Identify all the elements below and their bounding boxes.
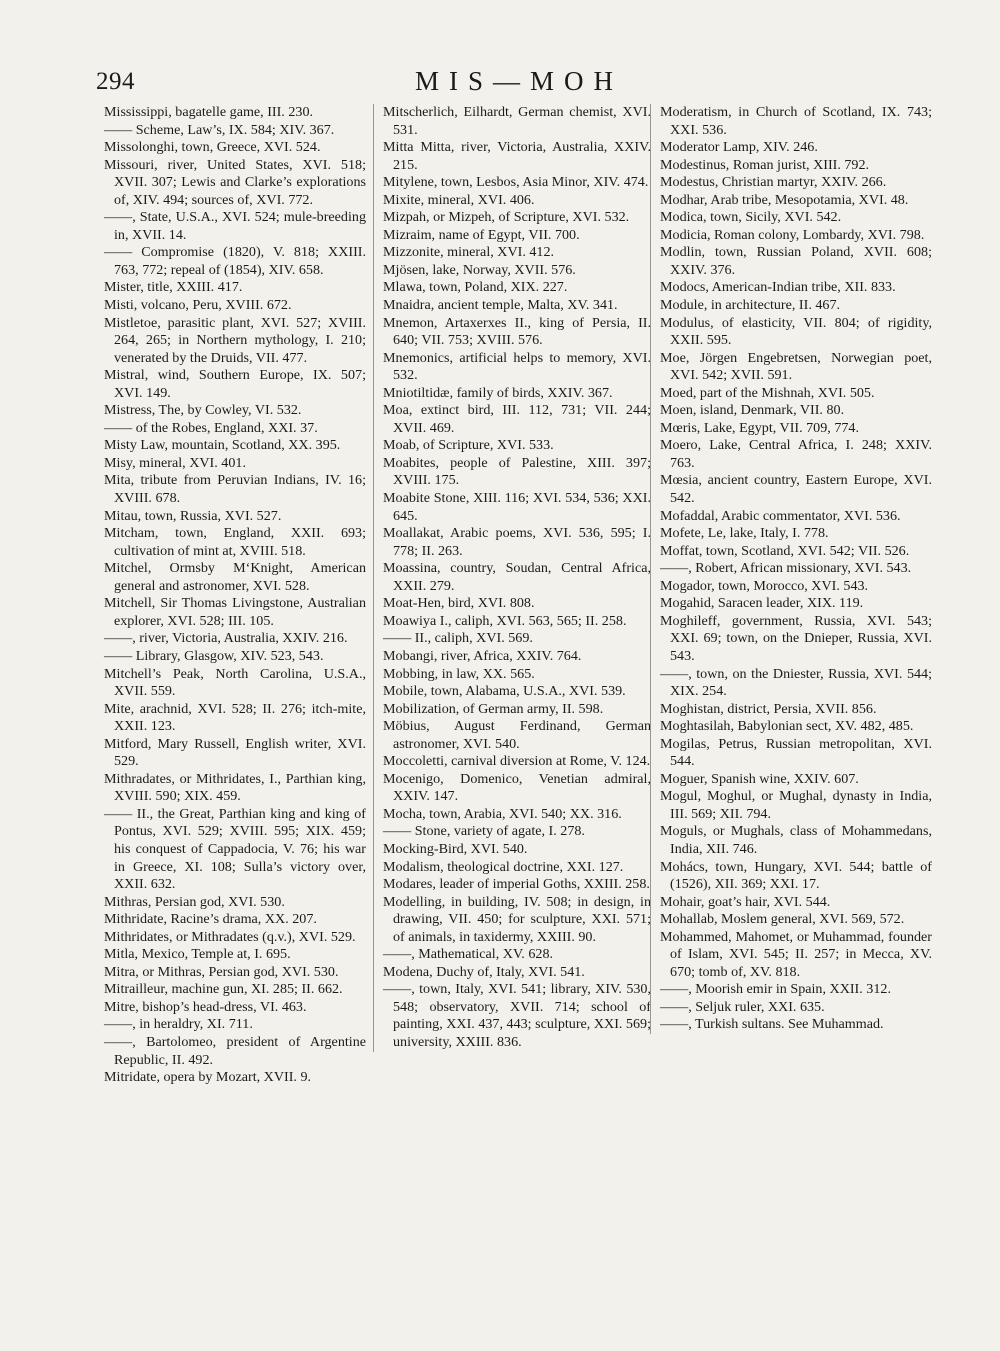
index-entry: Modestinus, Roman jurist, XIII. 792.	[660, 156, 870, 173]
index-entry: ——, State, U.S.A., XVI. 524; mule-breeding in, XVII. 14.	[104, 209, 366, 243]
running-head: MIS—MOH	[414, 66, 624, 96]
index-entry: Mnemonics, artificial helps to memory, XVI. 532.	[383, 349, 651, 384]
index-entry: Moderator Lamp, XIV. 246.	[660, 139, 818, 156]
index-entry: Mobangi, river, Africa, XXIV. 764.	[383, 647, 582, 664]
index-entry: Mitla, Mexico, Temple at, I. 695.	[104, 946, 291, 963]
index-entry: Mocenigo, Domenico, Venetian admiral, XXIV. 147.	[383, 770, 651, 805]
index-entry: Moab, of Scripture, XVI. 533.	[383, 437, 554, 454]
index-entry: —— Library, Glasgow, XIV. 523, 543.	[104, 647, 324, 664]
index-column-1	[104, 104, 366, 1087]
index-entry: Mitau, town, Russia, XVI. 527.	[104, 507, 282, 524]
index-entry: Missolonghi, town, Greece, XVI. 524.	[104, 139, 321, 156]
index-entry: ——, Turkish sultans. See Muhammad.	[660, 1016, 884, 1033]
index-entry: Modalism, theological doctrine, XXI. 127.	[383, 858, 624, 875]
index-column-2	[373, 104, 651, 1052]
index-entry: Misy, mineral, XVI. 401.	[104, 454, 246, 471]
index-entry: Mitridate, opera by Mozart, XVII. 9.	[104, 1069, 312, 1086]
index-entry: Mistress, The, by Cowley, VI. 532.	[104, 402, 302, 419]
index-entry: Mobile, town, Alabama, U.S.A., XVI. 539.	[383, 683, 626, 700]
index-entry: Mizpah, or Mizpeh, of Scripture, XVI. 532.	[383, 209, 630, 226]
index-entry: Mita, tribute from Peruvian Indians, IV. 16; XVIII. 678.	[104, 472, 366, 507]
index-entry: Möbius, August Ferdinand, German astronomer, XVI. 540.	[383, 718, 651, 752]
index-entry: Mitchel, Ormsby M‘Knight, American general and astronomer, XVI. 528.	[104, 560, 366, 594]
index-entry: ——, river, Victoria, Australia, XXIV. 216.	[104, 630, 348, 647]
index-entry: Moed, part of the Mishnah, XVI. 505.	[660, 384, 875, 401]
index-entry: Mithridate, Racine’s drama, XX. 207.	[104, 911, 317, 928]
index-entry: Mohair, goat’s hair, XVI. 544.	[660, 893, 831, 910]
index-entry: Mister, title, XXIII. 417.	[104, 279, 243, 296]
index-entry: Mitrailleur, machine gun, XI. 285; II. 662.	[104, 981, 343, 998]
index-entry: Mohács, town, Hungary, XVI. 544; battle of (1526), XII. 369; XXI. 17.	[660, 858, 932, 893]
index-entry: Mitylene, town, Lesbos, Asia Minor, XIV. 474.	[383, 174, 649, 191]
index-entry: Mitscherlich, Eilhardt, German chemist, XVI. 531.	[383, 104, 651, 138]
page-header	[96, 62, 942, 102]
index-entry: Missouri, river, United States, XVI. 518; XVII. 307; Lewis and Clarke’s explorations of, XIV. 494; sources of, XVI. 772.	[104, 156, 366, 208]
page-number: 294	[96, 68, 135, 95]
index-entry: Modhar, Arab tribe, Mesopotamia, XVI. 48.	[660, 191, 909, 208]
index-entry: Mnemon, Artaxerxes II., king of Persia, II. 640; VII. 753; XVIII. 576.	[383, 314, 651, 349]
index-entry: —— Stone, variety of agate, I. 278.	[383, 823, 585, 840]
index-entry: —— Compromise (1820), V. 818; XXIII. 763, 772; repeal of (1854), XIV. 658.	[104, 244, 366, 278]
index-entry: ——, Seljuk ruler, XXI. 635.	[660, 998, 825, 1015]
index-entry: Mithras, Persian god, XVI. 530.	[104, 893, 285, 910]
index-entry: Moassina, country, Soudan, Central Africa, XXII. 279.	[383, 560, 651, 594]
index-column-3	[650, 104, 932, 1034]
index-entry: Moero, Lake, Central Africa, I. 248; XXIV. 763.	[660, 437, 932, 471]
index-entry: Moallakat, Arabic poems, XVI. 536, 595; I. 778; II. 263.	[383, 525, 651, 559]
index-entry: Mistral, wind, Southern Europe, IX. 507; XVI. 149.	[104, 367, 366, 401]
index-entry: Mofete, Le, lake, Italy, I. 778.	[660, 525, 829, 542]
index-entry: Mogul, Moghul, or Mughal, dynasty in India, III. 569; XII. 794.	[660, 788, 932, 822]
index-entry: ——, in heraldry, XI. 711.	[104, 1016, 253, 1033]
index-entry: Moghileff, government, Russia, XVI. 543; XXI. 69; town, on the Dnieper, Russia, XVI. 543.	[660, 612, 932, 664]
index-entry: Mithradates, or Mithridates, I., Parthian king, XVIII. 590; XIX. 459.	[104, 770, 366, 805]
index-entry: Mogahid, Saracen leader, XIX. 119.	[660, 595, 864, 612]
index-entry: Mite, arachnid, XVI. 528; II. 276; itch-mite, XXII. 123.	[104, 700, 366, 735]
index-entry: —— of the Robes, England, XXI. 37.	[104, 419, 318, 436]
index-entry: Mizraim, name of Egypt, VII. 700.	[383, 226, 580, 243]
index-entry: Mitta Mitta, river, Victoria, Australia, XXIV. 215.	[383, 139, 651, 173]
index-entry: Mocha, town, Arabia, XVI. 540; XX. 316.	[383, 805, 622, 822]
index-entry: Mizzonite, mineral, XVI. 412.	[383, 244, 555, 261]
index-entry: Modlin, town, Russian Poland, XVII. 608; XXIV. 376.	[660, 244, 932, 278]
index-entry: Modicia, Roman colony, Lombardy, XVI. 798.	[660, 226, 925, 243]
index-entry: Modelling, in building, IV. 508; in design, in drawing, VII. 450; for sculpture, XXI. 571; of animals, in taxidermy, XXIII. 90.	[383, 893, 651, 945]
index-entry: Mofaddal, Arabic commentator, XVI. 536.	[660, 507, 901, 524]
index-entry: Mniotiltidæ, family of birds, XXIV. 367.	[383, 384, 613, 401]
index-entry: Mitcham, town, England, XXII. 693; cultivation of mint at, XVIII. 518.	[104, 525, 366, 559]
index-entry: Moawiya I., caliph, XVI. 563, 565; II. 258.	[383, 612, 627, 629]
index-entry: Mœsia, ancient country, Eastern Europe, XVI. 542.	[660, 472, 932, 507]
index-entry: ——, Bartolomeo, president of Argentine Republic, II. 492.	[104, 1033, 366, 1068]
index-entry: Modica, town, Sicily, XVI. 542.	[660, 209, 842, 226]
index-entry: ——, Robert, African missionary, XVI. 543.	[660, 560, 912, 577]
index-entry: Mocking-Bird, XVI. 540.	[383, 840, 528, 857]
index-entry: Mitra, or Mithras, Persian god, XVI. 530.	[104, 963, 339, 980]
index-entry: Moccoletti, carnival diversion at Rome, V. 124.	[383, 753, 651, 770]
index-entry: Mithridates, or Mithradates (q.v.), XVI. 529.	[104, 928, 356, 945]
index-entry: —— Scheme, Law’s, IX. 584; XIV. 367.	[104, 121, 335, 138]
index-entry: Mitchell’s Peak, North Carolina, U.S.A., XVII. 559.	[104, 665, 366, 700]
index-entry: —— II., the Great, Parthian king and king of Pontus, XVI. 529; XVIII. 595; XIX. 459; his conquest of Cappadocia, V. 76; his war in Greece, XI. 108; Sulla’s victory over, XXII. 632.	[104, 805, 366, 893]
index-entry: Moat-Hen, bird, XVI. 808.	[383, 595, 535, 612]
index-entry: Mnaidra, ancient temple, Malta, XV. 341.	[383, 297, 618, 314]
index-entry: Mjösen, lake, Norway, XVII. 576.	[383, 261, 576, 278]
index-entry: ——, Mathematical, XV. 628.	[383, 946, 554, 963]
index-entry: Moghistan, district, Persia, XVII. 856.	[660, 700, 877, 717]
index-entry: Modares, leader of imperial Goths, XXIII. 258.	[383, 876, 650, 893]
index-entry: Mitchell, Sir Thomas Livingstone, Australian explorer, XVI. 528; III. 105.	[104, 595, 366, 629]
index-entry: Misty Law, mountain, Scotland, XX. 395.	[104, 437, 341, 454]
index-entry: —— II., caliph, XVI. 569.	[383, 630, 533, 647]
index-entry: Moghtasilah, Babylonian sect, XV. 482, 485.	[660, 718, 914, 735]
index-entry: Mitre, bishop’s head-dress, VI. 463.	[104, 998, 307, 1015]
index-entry: Mogador, town, Morocco, XVI. 543.	[660, 577, 869, 594]
index-entry: Moderatism, in Church of Scotland, IX. 743; XXI. 536.	[660, 104, 932, 138]
index-entry: ——, Moorish emir in Spain, XXII. 312.	[660, 981, 891, 998]
index-entry: ——, town, Italy, XVI. 541; library, XIV. 530, 548; observatory, XVII. 714; school of painting, XXI. 437, 443; sculpture, XXI. 569; university, XXIII. 836.	[383, 981, 651, 1050]
index-entry: Mohammed, Mahomet, or Muhammad, founder of Islam, XVI. 545; II. 257; in Mecca, XV. 670; tomb of, XV. 818.	[660, 928, 932, 980]
index-entry: Mlawa, town, Poland, XIX. 227.	[383, 279, 568, 296]
index-entry: Modulus, of elasticity, VII. 804; of rigidity, XXII. 595.	[660, 314, 932, 349]
index-entry: Mœris, Lake, Egypt, VII. 709, 774.	[660, 419, 859, 436]
index-entry: Modocs, American-Indian tribe, XII. 833.	[660, 279, 896, 296]
index-entry: Moffat, town, Scotland, XVI. 542; VII. 526.	[660, 542, 910, 559]
index-entry: Mobbing, in law, XX. 565.	[383, 665, 535, 682]
index-entry: Mississippi, bagatelle game, III. 230.	[104, 104, 314, 120]
index-entry: Mobilization, of German army, II. 598.	[383, 700, 604, 717]
index-entry: Mixite, mineral, XVI. 406.	[383, 191, 535, 208]
index-entry: Moguer, Spanish wine, XXIV. 607.	[660, 770, 859, 787]
index-entry: Module, in architecture, II. 467.	[660, 297, 841, 314]
index-entry: Misti, volcano, Peru, XVIII. 672.	[104, 297, 292, 314]
index-entry: Modena, Duchy of, Italy, XVI. 541.	[383, 963, 585, 980]
index-entry: Mitford, Mary Russell, English writer, XVI. 529.	[104, 735, 366, 770]
index-entry: Moen, island, Denmark, VII. 80.	[660, 402, 845, 419]
index-entry: Modestus, Christian martyr, XXIV. 266.	[660, 174, 887, 191]
index-entry: Mogilas, Petrus, Russian metropolitan, XVI. 544.	[660, 735, 932, 770]
index-entry: Moa, extinct bird, III. 112, 731; VII. 244; XVII. 469.	[383, 402, 651, 436]
index-entry: Moguls, or Mughals, class of Mohammedans, India, XII. 746.	[660, 823, 932, 857]
index-entry: Moe, Jörgen Engebretsen, Norwegian poet, XVI. 542; XVII. 591.	[660, 349, 932, 384]
index-entry: ——, town, on the Dniester, Russia, XVI. 544; XIX. 254.	[660, 665, 932, 700]
index-entry: Moabites, people of Palestine, XIII. 397; XVIII. 175.	[383, 454, 651, 489]
index-entry: Moabite Stone, XIII. 116; XVI. 534, 536; XXI. 645.	[383, 490, 651, 524]
index-entry: Mistletoe, parasitic plant, XVI. 527; XVIII. 264, 265; in Northern mythology, I. 210; venerated by the Druids, VII. 477.	[104, 314, 366, 366]
index-entry: Mohallab, Moslem general, XVI. 569, 572.	[660, 911, 905, 928]
